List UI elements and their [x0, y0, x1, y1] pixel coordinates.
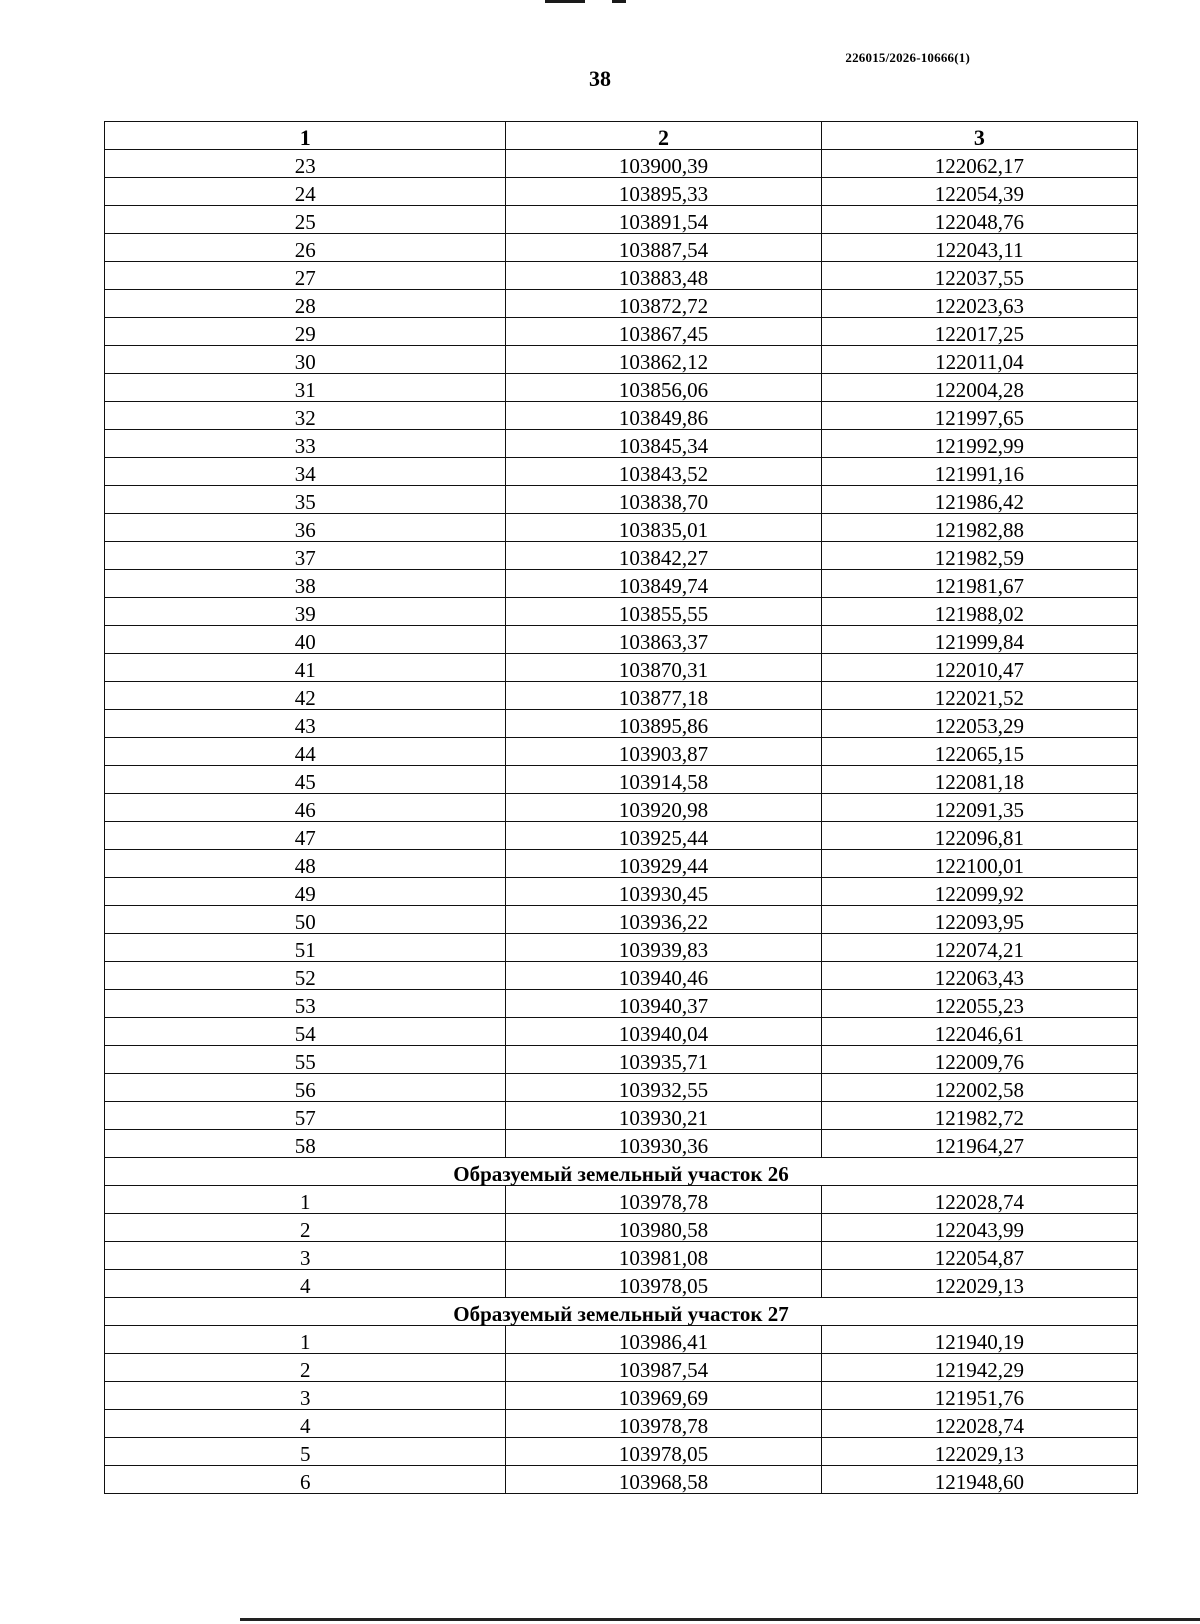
x-coordinate-cell: 103929,44 [506, 850, 821, 878]
table-row [105, 234, 1138, 262]
page-number: 38 [589, 66, 611, 91]
table-row [105, 1242, 1138, 1270]
y-coordinate-cell: 122091,35 [821, 794, 1137, 822]
x-coordinate-cell: 103914,58 [506, 766, 821, 794]
scan-mark-top-right [612, 0, 626, 3]
point-number-cell: 47 [105, 822, 506, 850]
column-header: 3 [821, 122, 1137, 150]
table-row [105, 1214, 1138, 1242]
x-coordinate-cell: 103862,12 [506, 346, 821, 374]
point-number-cell: 51 [105, 934, 506, 962]
point-number-cell: 55 [105, 1046, 506, 1074]
y-coordinate-cell: 121986,42 [821, 486, 1137, 514]
table-row [105, 542, 1138, 570]
point-number-cell: 52 [105, 962, 506, 990]
column-header: 2 [506, 122, 821, 150]
x-coordinate-cell: 103978,05 [506, 1438, 821, 1466]
y-coordinate-cell: 122081,18 [821, 766, 1137, 794]
point-number-cell: 58 [105, 1130, 506, 1158]
y-coordinate-cell: 122004,28 [821, 374, 1137, 402]
table-row [105, 654, 1138, 682]
point-number-cell: 48 [105, 850, 506, 878]
point-number-cell: 2 [105, 1214, 506, 1242]
point-number-cell: 30 [105, 346, 506, 374]
point-number-cell: 39 [105, 598, 506, 626]
y-coordinate-cell: 122063,43 [821, 962, 1137, 990]
point-number-cell: 44 [105, 738, 506, 766]
document-number: 226015/2026-10666(1) [845, 50, 970, 65]
table-row [105, 486, 1138, 514]
table-row [105, 1438, 1138, 1466]
point-number-cell: 46 [105, 794, 506, 822]
point-number-cell: 29 [105, 318, 506, 346]
x-coordinate-cell: 103845,34 [506, 430, 821, 458]
point-number-cell: 2 [105, 1354, 506, 1382]
table-row [105, 570, 1138, 598]
x-coordinate-cell: 103835,01 [506, 514, 821, 542]
y-coordinate-cell: 121940,19 [821, 1326, 1137, 1354]
point-number-cell: 5 [105, 1438, 506, 1466]
point-number-cell: 3 [105, 1242, 506, 1270]
x-coordinate-cell: 103930,45 [506, 878, 821, 906]
table-row [105, 1046, 1138, 1074]
x-coordinate-cell: 103978,78 [506, 1186, 821, 1214]
y-coordinate-cell: 121951,76 [821, 1382, 1137, 1410]
table-row [105, 794, 1138, 822]
table-row [105, 206, 1138, 234]
table-row [105, 178, 1138, 206]
x-coordinate-cell: 103986,41 [506, 1326, 821, 1354]
table-row [105, 598, 1138, 626]
x-coordinate-cell: 103978,78 [506, 1410, 821, 1438]
point-number-cell: 26 [105, 234, 506, 262]
point-number-cell: 1 [105, 1186, 506, 1214]
point-number-cell: 50 [105, 906, 506, 934]
x-coordinate-cell: 103891,54 [506, 206, 821, 234]
y-coordinate-cell: 122009,76 [821, 1046, 1137, 1074]
point-number-cell: 54 [105, 1018, 506, 1046]
y-coordinate-cell: 122028,74 [821, 1410, 1137, 1438]
x-coordinate-cell: 103920,98 [506, 794, 821, 822]
point-number-cell: 31 [105, 374, 506, 402]
table-row [105, 766, 1138, 794]
y-coordinate-cell: 121981,67 [821, 570, 1137, 598]
section-header-row [105, 1158, 1138, 1186]
table-row [105, 150, 1138, 178]
point-number-cell: 41 [105, 654, 506, 682]
point-number-cell: 49 [105, 878, 506, 906]
table-row [105, 1382, 1138, 1410]
x-coordinate-cell: 103895,33 [506, 178, 821, 206]
x-coordinate-cell: 103980,58 [506, 1214, 821, 1242]
table-row [105, 822, 1138, 850]
y-coordinate-cell: 122037,55 [821, 262, 1137, 290]
y-coordinate-cell: 122074,21 [821, 934, 1137, 962]
table-row [105, 402, 1138, 430]
table-row [105, 430, 1138, 458]
point-number-cell: 57 [105, 1102, 506, 1130]
point-number-cell: 33 [105, 430, 506, 458]
x-coordinate-cell: 103883,48 [506, 262, 821, 290]
y-coordinate-cell: 121988,02 [821, 598, 1137, 626]
y-coordinate-cell: 121942,29 [821, 1354, 1137, 1382]
table-row [105, 906, 1138, 934]
y-coordinate-cell: 122021,52 [821, 682, 1137, 710]
table-row [105, 1354, 1138, 1382]
x-coordinate-cell: 103887,54 [506, 234, 821, 262]
point-number-cell: 56 [105, 1074, 506, 1102]
y-coordinate-cell: 122011,04 [821, 346, 1137, 374]
y-coordinate-cell: 122054,39 [821, 178, 1137, 206]
y-coordinate-cell: 122028,74 [821, 1186, 1137, 1214]
y-coordinate-cell: 122093,95 [821, 906, 1137, 934]
table-row [105, 1466, 1138, 1494]
table-row [105, 626, 1138, 654]
y-coordinate-cell: 122046,61 [821, 1018, 1137, 1046]
point-number-cell: 28 [105, 290, 506, 318]
table-row [105, 1270, 1138, 1298]
x-coordinate-cell: 103855,55 [506, 598, 821, 626]
x-coordinate-cell: 103867,45 [506, 318, 821, 346]
y-coordinate-cell: 122096,81 [821, 822, 1137, 850]
x-coordinate-cell: 103932,55 [506, 1074, 821, 1102]
point-number-cell: 40 [105, 626, 506, 654]
y-coordinate-cell: 121982,72 [821, 1102, 1137, 1130]
point-number-cell: 35 [105, 486, 506, 514]
x-coordinate-cell: 103863,37 [506, 626, 821, 654]
y-coordinate-cell: 122055,23 [821, 990, 1137, 1018]
section-title: Образуемый земельный участок 26 [105, 1158, 1138, 1186]
y-coordinate-cell: 122054,87 [821, 1242, 1137, 1270]
coordinates-table [104, 121, 1138, 1494]
table-row [105, 990, 1138, 1018]
table-row [105, 346, 1138, 374]
table-row [105, 374, 1138, 402]
scan-bottom-edge [240, 1618, 1200, 1621]
table-row [105, 1130, 1138, 1158]
y-coordinate-cell: 121991,16 [821, 458, 1137, 486]
x-coordinate-cell: 103843,52 [506, 458, 821, 486]
point-number-cell: 38 [105, 570, 506, 598]
table-row [105, 318, 1138, 346]
point-number-cell: 25 [105, 206, 506, 234]
x-coordinate-cell: 103842,27 [506, 542, 821, 570]
point-number-cell: 45 [105, 766, 506, 794]
table-row [105, 458, 1138, 486]
point-number-cell: 36 [105, 514, 506, 542]
table-row [105, 850, 1138, 878]
y-coordinate-cell: 122048,76 [821, 206, 1137, 234]
table-row [105, 962, 1138, 990]
table-row [105, 1186, 1138, 1214]
y-coordinate-cell: 122043,11 [821, 234, 1137, 262]
x-coordinate-cell: 103940,04 [506, 1018, 821, 1046]
y-coordinate-cell: 122065,15 [821, 738, 1137, 766]
x-coordinate-cell: 103940,37 [506, 990, 821, 1018]
point-number-cell: 23 [105, 150, 506, 178]
x-coordinate-cell: 103978,05 [506, 1270, 821, 1298]
y-coordinate-cell: 122010,47 [821, 654, 1137, 682]
y-coordinate-cell: 122062,17 [821, 150, 1137, 178]
table-row [105, 878, 1138, 906]
x-coordinate-cell: 103856,06 [506, 374, 821, 402]
y-coordinate-cell: 121999,84 [821, 626, 1137, 654]
x-coordinate-cell: 103925,44 [506, 822, 821, 850]
table-row [105, 682, 1138, 710]
point-number-cell: 3 [105, 1382, 506, 1410]
y-coordinate-cell: 121982,59 [821, 542, 1137, 570]
table-row [105, 738, 1138, 766]
x-coordinate-cell: 103930,21 [506, 1102, 821, 1130]
x-coordinate-cell: 103877,18 [506, 682, 821, 710]
point-number-cell: 34 [105, 458, 506, 486]
y-coordinate-cell: 122002,58 [821, 1074, 1137, 1102]
y-coordinate-cell: 122100,01 [821, 850, 1137, 878]
table-row [105, 262, 1138, 290]
section-title: Образуемый земельный участок 27 [105, 1298, 1138, 1326]
x-coordinate-cell: 103903,87 [506, 738, 821, 766]
x-coordinate-cell: 103940,46 [506, 962, 821, 990]
point-number-cell: 43 [105, 710, 506, 738]
x-coordinate-cell: 103838,70 [506, 486, 821, 514]
y-coordinate-cell: 121992,99 [821, 430, 1137, 458]
point-number-cell: 4 [105, 1270, 506, 1298]
point-number-cell: 37 [105, 542, 506, 570]
point-number-cell: 42 [105, 682, 506, 710]
y-coordinate-cell: 122023,63 [821, 290, 1137, 318]
point-number-cell: 24 [105, 178, 506, 206]
x-coordinate-cell: 103900,39 [506, 150, 821, 178]
y-coordinate-cell: 121964,27 [821, 1130, 1137, 1158]
table-row [105, 1102, 1138, 1130]
section-header-row [105, 1298, 1138, 1326]
point-number-cell: 1 [105, 1326, 506, 1354]
x-coordinate-cell: 103849,74 [506, 570, 821, 598]
x-coordinate-cell: 103981,08 [506, 1242, 821, 1270]
table-row [105, 1018, 1138, 1046]
y-coordinate-cell: 122017,25 [821, 318, 1137, 346]
x-coordinate-cell: 103895,86 [506, 710, 821, 738]
x-coordinate-cell: 103968,58 [506, 1466, 821, 1494]
x-coordinate-cell: 103870,31 [506, 654, 821, 682]
y-coordinate-cell: 121948,60 [821, 1466, 1137, 1494]
y-coordinate-cell: 121997,65 [821, 402, 1137, 430]
y-coordinate-cell: 122053,29 [821, 710, 1137, 738]
table-header-row [105, 122, 1138, 150]
table-row [105, 514, 1138, 542]
scan-mark-top-left [545, 0, 585, 3]
y-coordinate-cell: 122029,13 [821, 1438, 1137, 1466]
x-coordinate-cell: 103987,54 [506, 1354, 821, 1382]
x-coordinate-cell: 103969,69 [506, 1382, 821, 1410]
table-row [105, 710, 1138, 738]
x-coordinate-cell: 103936,22 [506, 906, 821, 934]
table-row [105, 934, 1138, 962]
y-coordinate-cell: 122043,99 [821, 1214, 1137, 1242]
x-coordinate-cell: 103849,86 [506, 402, 821, 430]
table-body [105, 150, 1138, 1494]
x-coordinate-cell: 103872,72 [506, 290, 821, 318]
y-coordinate-cell: 122099,92 [821, 878, 1137, 906]
table-row [105, 1074, 1138, 1102]
table-row [105, 290, 1138, 318]
table-row [105, 1410, 1138, 1438]
column-header: 1 [105, 122, 506, 150]
y-coordinate-cell: 122029,13 [821, 1270, 1137, 1298]
x-coordinate-cell: 103935,71 [506, 1046, 821, 1074]
point-number-cell: 4 [105, 1410, 506, 1438]
point-number-cell: 53 [105, 990, 506, 1018]
point-number-cell: 32 [105, 402, 506, 430]
point-number-cell: 27 [105, 262, 506, 290]
x-coordinate-cell: 103930,36 [506, 1130, 821, 1158]
x-coordinate-cell: 103939,83 [506, 934, 821, 962]
y-coordinate-cell: 121982,88 [821, 514, 1137, 542]
point-number-cell: 6 [105, 1466, 506, 1494]
table-row [105, 1326, 1138, 1354]
